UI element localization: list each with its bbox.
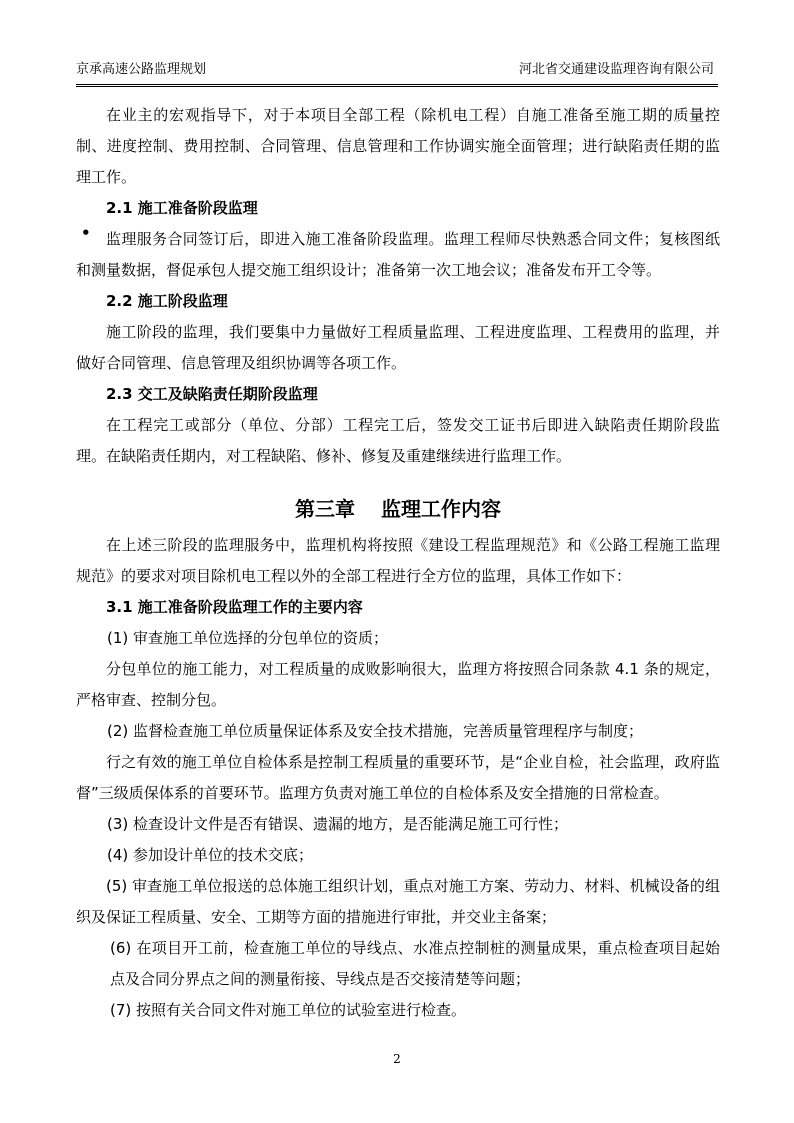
list-item-3: (3) 检查设计文件是否有错误、遗漏的地方，是否能满足施工可行性； bbox=[107, 815, 569, 833]
list-item-2-detail: 行之有效的施工单位自检体系是控制工程质量的重要环节，是“企业自检，社会监理，政府监督”三级质保体系的首要环节。监理方负责对施工单位的自检体系及安全措施的日常检查。 bbox=[76, 753, 720, 802]
page-content bbox=[76, 100, 720, 1026]
section-2-1-body bbox=[76, 224, 720, 286]
section-3-1-heading: 3.1 施工准备阶段监理工作的主要内容 bbox=[106, 598, 363, 616]
chapter-3-title: 监理工作内容 bbox=[381, 497, 501, 521]
page-header bbox=[76, 60, 718, 80]
section-2-2-heading: 2.2 施工阶段监理 bbox=[106, 292, 228, 310]
header-divider bbox=[76, 84, 718, 87]
section-2-3-heading: 2.3 交工及缺陷责任期阶段监理 bbox=[106, 385, 318, 403]
list-item-4: (4) 参加设计单位的技术交底； bbox=[107, 846, 314, 864]
list-item-5: (5) 审查施工单位报送的总体施工组织计划，重点对施工方案、劳动力、材料、机械设备的组织及保证工程质量、安全、工期等方面的措施进行审批，并交业主备案； bbox=[76, 877, 720, 926]
list-item-6: (6) 在项目开工前，检查施工单位的导线点、水准点控制桩的测量成果，重点检查项目起始点及合同分界点之间的测量衔接、导线点是否交接清楚等问题； bbox=[110, 939, 720, 988]
section-2-2-paragraph: 施工阶段的监理，我们要集中力量做好工程质量监理、工程进度监理、工程费用的监理，并做好合同管理、信息管理及组织协调等各项工作。 bbox=[76, 323, 720, 372]
section-2-1-heading: 2.1 施工准备阶段监理 bbox=[106, 199, 258, 217]
section-2-3-paragraph: 在工程完工或部分（单位、分部）工程完工后，签发交工证书后即进入缺陷责任期阶段监理。在缺陷责任期内，对工程缺陷、修补、修复及重建继续进行监理工作。 bbox=[76, 416, 720, 465]
intro-paragraph: 在业主的宏观指导下，对于本项目全部工程（除机电工程）自施工准备至施工期的质量控制、进度控制、费用控制、合同管理、信息管理和工作协调实施全面管理；进行缺陷责任期的监理工作。 bbox=[76, 106, 720, 186]
bullet-marker: • bbox=[81, 224, 91, 242]
list-item-6-block bbox=[76, 933, 720, 1026]
list-item-2: (2) 监督检查施工单位质量保证体系及安全技术措施，完善质量管理程序与制度； bbox=[107, 722, 644, 740]
page-number: 2 bbox=[393, 1052, 401, 1066]
list-item-1: (1) 审查施工单位选择的分包单位的资质； bbox=[107, 629, 389, 647]
header-doc-title: 京承高速公路监理规划 bbox=[76, 62, 207, 77]
list-item-7: (7) 按照有关合同文件对施工单位的试验室进行检查。 bbox=[110, 1001, 467, 1019]
list-item-1-detail: 分包单位的施工能力，对工程质量的成败影响很大，监理方将按照合同条款 4.1 条的规定，严格审查、控制分包。 bbox=[76, 660, 720, 709]
section-2-1-paragraph: 监理服务合同签订后，即进入施工准备阶段监理。监理工程师尽快熟悉合同文件；复核图纸和测量数据，督促承包人提交施工组织设计；准备第一次工地会议；准备发布开工令等。 bbox=[76, 230, 720, 279]
chapter-3-heading bbox=[76, 492, 720, 526]
chapter-3-intro: 在上述三阶段的监理服务中，监理机构将按照《建设工程监理规范》和《公路工程施工监理规范》的要求对项目除机电工程以外的全部工程进行全方位的监理，具体工作如下： bbox=[76, 536, 720, 585]
header-company-name: 河北省交通建设监理咨询有限公司 bbox=[518, 62, 714, 77]
chapter-3-number: 第三章 bbox=[295, 497, 355, 521]
